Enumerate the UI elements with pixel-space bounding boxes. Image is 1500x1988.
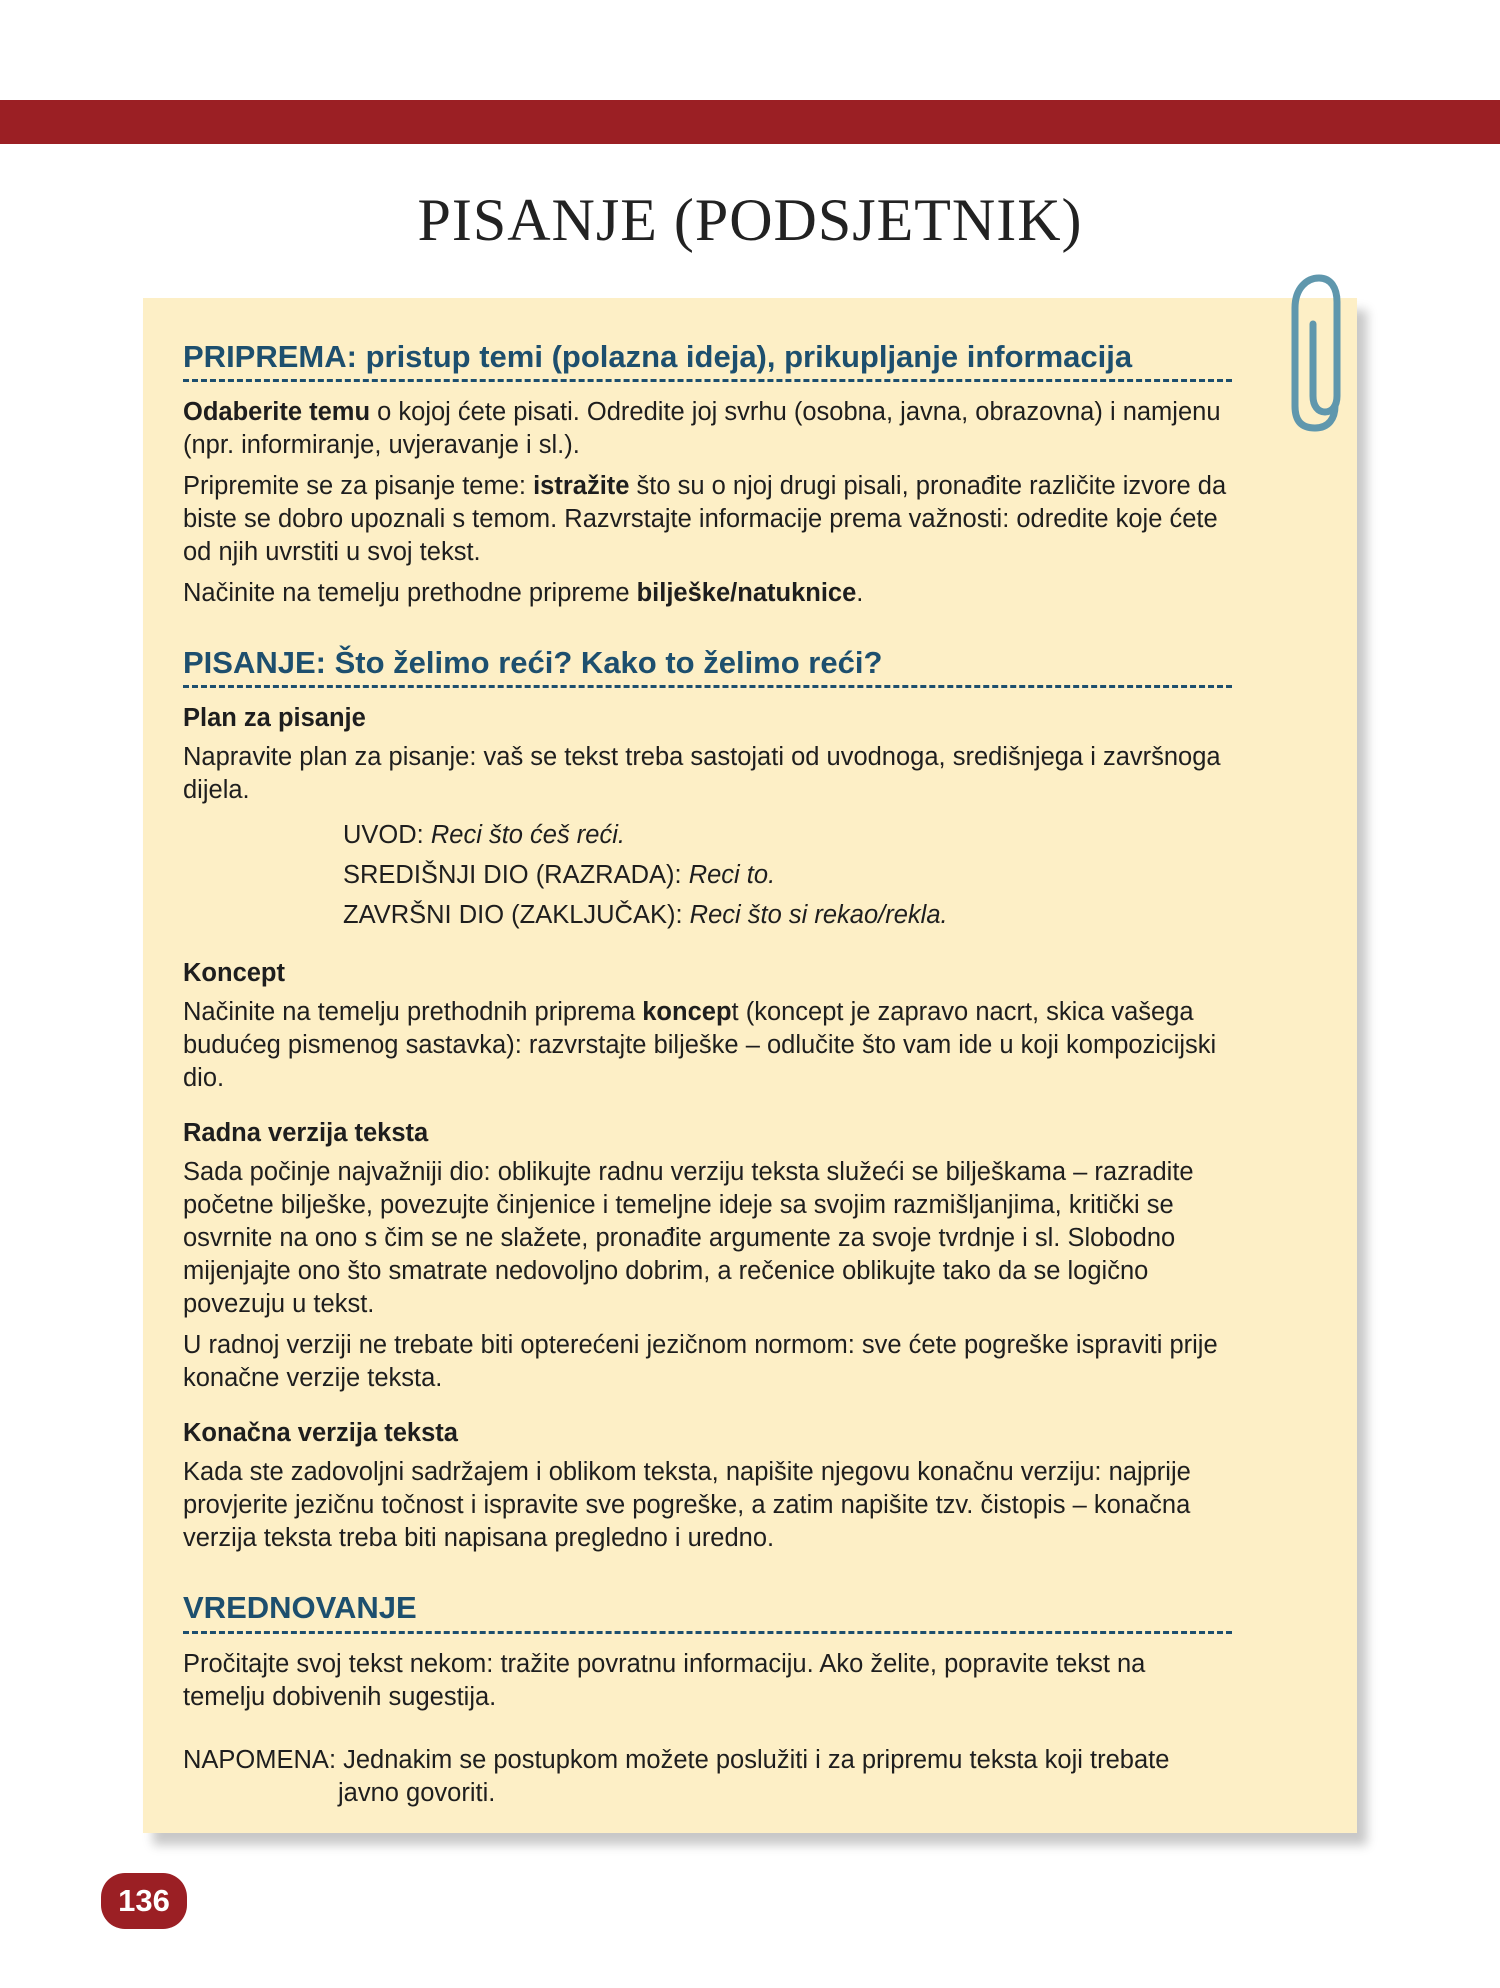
paperclip-icon [1285,268,1345,438]
priprema-paragraph-1 [183,396,1232,462]
subheading-koncept: Koncept [183,959,285,988]
plan-item-zavrsni [343,895,1232,935]
section-heading-priprema: PRIPREMA: pristup temi (polazna ideja), prikupljanje informacija [183,338,1232,382]
subheading-radna-verzija: Radna verzija teksta [183,1119,429,1148]
subheading-plan: Plan za pisanje [183,704,366,733]
top-banner [0,100,1500,144]
text-span: . [856,579,864,608]
plan-item-text: Reci to. [688,861,776,890]
plan-item-sredisnji [343,855,1232,895]
bold-text: Odaberite temu [183,398,371,427]
text-span: što su o njoj drugi pisali, pronađite različite izvore da biste se dobro upoznali s temom. Razvrstajte informacije prema važnosti: odredite koje ćete od njih uvrstiti u svoj tekst. [183,472,1227,567]
text-span: Načinite na temelju prethodne pripreme [183,579,637,608]
page-number-badge: 136 [101,1873,187,1929]
vrednovanje-paragraph: Pročitajte svoj tekst nekom: tražite povratnu informaciju. Ako želite, popravite tekst na temelju dobivenih sugestija. [183,1649,1146,1711]
radna-paragraph-1: Sada počinje najvažniji dio: oblikujte radnu verziju teksta služeći se bilješkama – razradite početne bilješke, povezujte činjenice i temeljne ideje sa svojim razmišljanjima, kritički se osvrnite na ono s čim se ne slažete, pronađite argumente za svoje tvrdnje i sl. Slobodno mijenjajte ono što smatrate nedovoljno dobrim, a rečenice oblikujte tako da se logično povezuju u tekst. [183,1158,1194,1319]
spacer [183,1563,1232,1589]
plan-item-label: UVOD: [343,821,431,850]
plan-item-text: Reci što ćeš reći. [430,821,625,850]
text-span: Pripremite se za pisanje teme: [183,472,534,501]
subheading-konacna-verzija: Konačna verzija teksta [183,1419,458,1448]
konacna-paragraph: Kada ste zadovoljni sadržajem i oblikom teksta, napišite njegovu konačnu verziju: najprije provjerite jezičnu točnost i ispravite sve pogreške, a zatim napišite tzv. čistopis – konačna verzija teksta treba biti napisana pregledno i uredno. [183,1458,1191,1553]
koncept-paragraph [183,996,1232,1095]
priprema-paragraph-2 [183,470,1232,569]
plan-item-label: SREDIŠNJI DIO (RAZRADA): [343,861,689,890]
section-heading-vrednovanje: VREDNOVANJE [183,1589,1232,1633]
radna-paragraph-2: U radnoj verziji ne trebate biti opterećeni jezičnom normom: sve ćete pogreške ispraviti prije konačne verzije teksta. [183,1331,1218,1393]
plan-paragraph: Napravite plan za pisanje: vaš se tekst treba sastojati od uvodnoga, središnjega i završnoga dijela. [183,743,1221,805]
text-span: o kojoj ćete pisati. Odredite joj svrhu (osobna, javna, obrazovna) i namjenu (npr. informiranje, uvjeravanje i sl.). [183,398,1221,460]
plan-item-label: ZAVRŠNI DIO (ZAKLJUČAK): [343,901,690,930]
spacer [183,618,1232,644]
text-span: Načinite na temelju prethodnih priprema [183,998,643,1027]
bold-text: istražite [533,472,630,501]
section-heading-pisanje: PISANJE: Što želimo reći? Kako to želimo reći? [183,644,1232,688]
plan-item-uvod [343,815,1232,855]
note-card [143,298,1357,1833]
bold-text: koncep [642,998,732,1027]
priprema-paragraph-3 [183,577,1232,610]
page-title: PISANJE (PODSJETNIK) [417,187,1083,253]
text-span: t (koncept je zapravo nacrt, skica vašega budućeg pismenog sastavka): razvrstajte bilješke – odlučite što vam ide u koji kompozicijski dio. [183,998,1217,1093]
napomena-note: NAPOMENA: Jednakim se postupkom možete poslužiti i za pripremu teksta koji trebate javno govoriti. [183,1745,1170,1807]
bold-text: bilješke/natuknice [636,579,857,608]
plan-item-text: Reci što si rekao/rekla. [689,901,948,930]
